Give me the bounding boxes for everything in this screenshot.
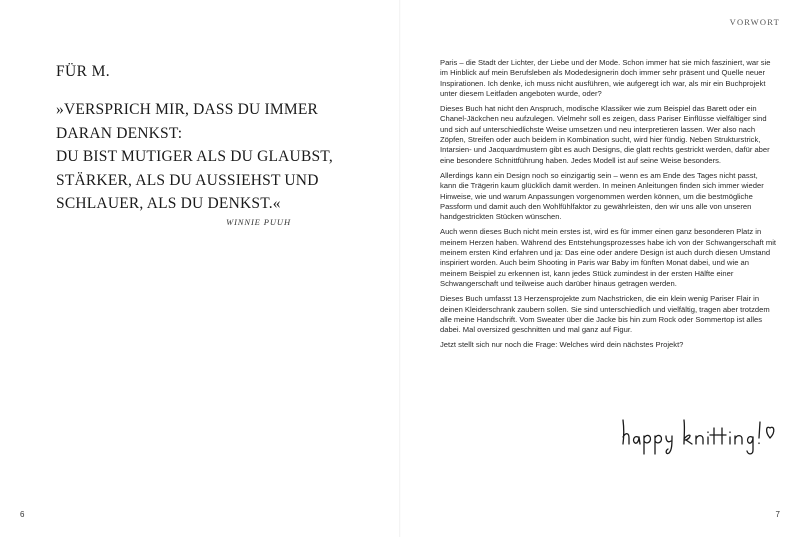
quote-attribution: WINNIE PUUH (226, 217, 291, 227)
paragraph: Dieses Buch hat nicht den Anspruch, modische Klassiker wie zum Beispiel das Barett oder ein Chanel-Jäckchen neu aufzulegen. Vielmehr soll es zeigen, dass Pariser Einflüsse vielfältiger sind und sich auf unterschiedlichste Weise umsetzen und neu interpretieren lassen. Wer also nach Zöpfen, Streifen oder auch beidem in Kombination sucht, wird hier fündig. Neben Strukturstrick, Intarsien- und Jacquardmustern gibt es auch Designs, die glatt rechts gestrickt werden, dafür aber eine besondere Schnittführung haben. Jedes Modell ist auf seine Weise besonders. (440, 104, 770, 165)
quote-line: SCHLAUER, ALS DU DENKST.« (56, 195, 281, 212)
dedication-heading: FÜR M. (56, 63, 111, 80)
paragraph: Dieses Buch umfasst 13 Herzensprojekte zum Nachstricken, die ein klein wenig Pariser Flair in deinen Kleiderschrank zaubern sollen. Sie sind unterschiedlich und vielfältig, tragen aber trotzdem alle meine Handschrift. Vom Sweater über die Jacke bis hin zum Rock oder Sommertop ist alles dabei. Mal oversized geschnitten und mal ganz auf Figur. (440, 294, 770, 335)
quote-line: »VERSPRICH MIR, DASS DU IMMER (56, 101, 319, 118)
page-number-left: 6 (20, 510, 25, 519)
page-number-right: 7 (775, 510, 780, 519)
handwritten-signature (618, 410, 778, 456)
quote-line: DU BIST MUTIGER ALS DU GLAUBST, (56, 148, 333, 165)
paragraph: Paris – die Stadt der Lichter, der Liebe und der Mode. Schon immer hat sie mich fasziniert, war sie im Hinblick auf mein Berufsleben als Modedesignerin doch immer sehr präsent und Quelle neuer Inspirationen. Ich denke, ich muss nicht ausführen, wie aufgeregt ich war, als mir ein Buchprojekt unter diesem Leitfaden angeboten wurde, oder? (440, 58, 771, 98)
foreword-body (440, 58, 776, 356)
quote-line: STÄRKER, ALS DU AUSSIEHST UND (56, 171, 319, 189)
paragraph: Allerdings kann ein Design noch so einzigartig sein – wenn es am Ende des Tages nicht passt, kann die Trägerin kaum glücklich damit werden. In meinen Anleitungen finden sich immer wieder Hinweise, wie und warum Anpassungen vorgenommen werden können, um die bestmögliche Passform und damit auch den Wohlfühlfaktor zu gewährleisten, den wir uns alle von unseren handgestrickten Stücken wünschen. (440, 170, 764, 222)
quote-line: DARAN DENKST: (56, 124, 183, 142)
paragraph: Jetzt stellt sich nur noch die Frage: Welches wird dein nächstes Projekt? (440, 340, 684, 350)
epigraph-quote (56, 98, 356, 216)
paragraph: Auch wenn dieses Buch nicht mein erstes ist, wird es für immer einen ganz besonderen Platz in meinem Herzen haben. Während des Entstehungsprozesses habe ich von der Schwangerschaft mit meinem ersten Kind erfahren und ja: Das eine oder andere Design ist auch durch diesen Umstand inspiriert worden. Auch beim Shooting in Paris war Baby im fünften Monat dabei, und wie an meinem Beispiel zu erkennen ist, kann jedes Stück zumindest in der ersten Hälfte einer Schwangerschaft und teilweise auch darüber hinaus getragen werden. (440, 227, 776, 288)
section-label: VORWORT (729, 17, 780, 27)
